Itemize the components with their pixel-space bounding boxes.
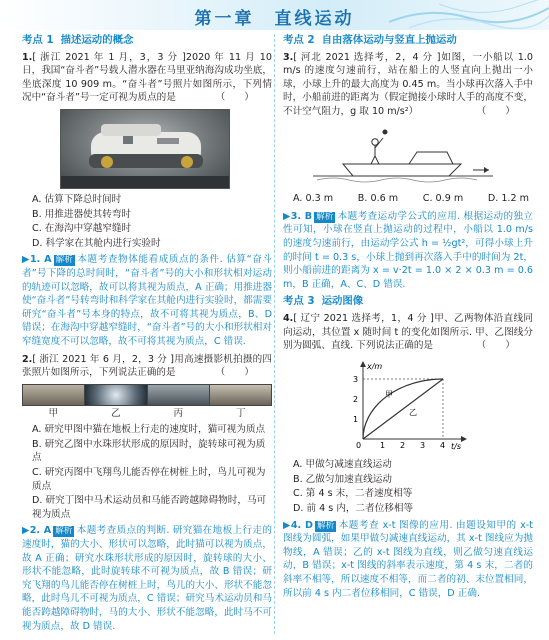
- question-source: [ 河北 2021 选择考，2，4 分 ]: [293, 51, 441, 63]
- section-heading-1: 考点 1 描述运动的概念: [22, 34, 134, 46]
- photo-label: 乙: [110, 407, 121, 419]
- q3-options: [293, 192, 529, 206]
- question-stem: 用高速摄影机拍摄的四张照片如图所示，下列说法正确的是: [22, 353, 273, 379]
- q1-options: [22, 193, 272, 250]
- answer-marker-icon: ▶: [283, 519, 291, 531]
- photo-label: 甲: [48, 407, 59, 419]
- answer-text: 本题考查质点的判断. 研究猫在地板上行走的速度时，猫的大小、形状可以忽略，此时猫可以视为质点，故 A 正确；研究水珠形状形成的原因时，旋转球的大小、形状不能忽略，此时旋转球不可视为质点，故 B 错误；研究飞翔的鸟儿能否停在树桩上时，鸟儿的大小、形状不能忽略，此时鸟儿不可视为质点，C 错误；研究马术运动员和马能否跨越障碍物时，马的大小、形状不能忽略，此时马不可视为质点，故 D 错误.: [22, 525, 272, 632]
- right-column: [283, 32, 533, 604]
- option-d: D. 前 4 s 内，二者位移相等: [293, 503, 414, 515]
- photo-labels: [22, 407, 272, 421]
- photo-cat: [23, 385, 85, 405]
- answer-key: 3. B: [290, 210, 313, 222]
- option-a: A. 甲做匀减速直线运动: [293, 459, 392, 471]
- y-tick: 3: [353, 374, 359, 384]
- x-axis-label: t/s: [451, 441, 461, 451]
- left-column: [22, 32, 272, 637]
- question-number: 2.: [22, 353, 33, 365]
- y-tick: 2: [353, 394, 359, 404]
- q2-options: [22, 423, 272, 521]
- question-2: [22, 353, 272, 380]
- chapter-title: 第一章 直线运动: [194, 9, 355, 29]
- photo-horse: [210, 385, 271, 405]
- answer-blank: （ ）: [476, 340, 515, 352]
- question-source: [ 辽宁 2021 选择考，1，4 分 ]: [293, 312, 434, 324]
- x-tick: 3: [420, 440, 426, 450]
- option-b: B. 乙做匀加速直线运动: [293, 473, 393, 485]
- answer-key: 2. A: [29, 525, 52, 537]
- x-tick: 1: [380, 440, 386, 450]
- answer-blank: （ ）: [476, 105, 515, 117]
- answer-2: [22, 524, 272, 633]
- question-1: [22, 51, 272, 105]
- question-4: [283, 312, 533, 353]
- answer-text: 本题考查运动学公式的应用. 根据运动的独立性可知，小球在竖直上抛运动的过程中，小船以 1.0 m/s 的速度匀速前行，由运动学公式 h = ½gt²，可得小球上升的时间 t = 0.3 s，小球上抛到再次落入手中的时间为 2t，则小船前进的距离为 x = v·2t = 1.0 × 2 × 0.3 m = 0.6 m，B 正确，A、C、D 错误.: [283, 210, 533, 290]
- question-source: [ 浙江 2021 年 1 月，3，3 分 ]: [32, 51, 186, 63]
- section-heading-3: 考点 3 运动图像: [283, 295, 364, 308]
- analysis-tag: 解析: [55, 255, 73, 266]
- photo-label: 丙: [173, 407, 184, 419]
- option-a: A. 研究甲图中猫在地板上行走的速度时，猫可视为质点: [32, 424, 266, 436]
- option-a: A. 0.3 m: [293, 193, 334, 205]
- option-b: B. 用推进器使其转弯时: [32, 208, 132, 220]
- question-3: [283, 51, 533, 119]
- question-stem: 如图，一小船以 1.0 m/s 的速度匀速前行，站在船上的人竖直向上抛出一小球，小球上升的最大高度为 0.45 m。当小球再次落入手中时，小船前进的距离为（假定抛接小球时人手的高度不变，不计空气阻力，g 取 10 m/s²）: [283, 51, 533, 117]
- option-c: C. 研究丙图中飞翔鸟儿能否停在树桩上时，鸟儿可视为质点: [32, 467, 266, 492]
- question-number: 4.: [283, 312, 294, 324]
- question-number: 3.: [283, 51, 294, 63]
- option-d: D. 1.2 m: [487, 193, 529, 205]
- question-number: 1.: [22, 51, 33, 63]
- answer-marker-icon: ▶: [283, 210, 291, 222]
- y-tick: 1: [353, 414, 359, 424]
- y-axis-label: x/m: [367, 361, 383, 371]
- submersible-photo: [60, 109, 230, 189]
- x-tick: 0: [356, 440, 362, 450]
- x-tick: 2: [400, 440, 406, 450]
- option-b: B. 0.6 m: [357, 193, 399, 205]
- question-stem: 甲、乙两物体沿直线同向运动，其位置 x 随时间 t 的变化如图所示. 甲、乙图线分别为圆弧、直线. 下列说法正确的是: [283, 312, 534, 352]
- answer-marker-icon: ▶: [22, 254, 30, 266]
- option-c: C. 第 4 s 末，二者速度相等: [293, 488, 413, 500]
- column-divider: [274, 34, 275, 634]
- answer-4: [283, 519, 533, 601]
- option-b: B. 研究乙图中水珠形状形成的原因时，旋转球可视为质点: [32, 438, 266, 464]
- option-c: C. 在海沟中穿越窄缝时: [32, 223, 132, 235]
- answer-blank: （ ）: [215, 92, 254, 104]
- answer-3: [283, 210, 533, 292]
- x-tick: 4: [440, 440, 446, 450]
- photo-bird: [148, 385, 210, 405]
- four-photo-strip: [22, 384, 272, 406]
- option-a: A. 估算下降总时间时: [32, 193, 122, 205]
- question-stem: 2020 年 11 月 10 日，我国“奋斗者”号载人潜水器在马里亚纳海沟成功坐底，坐底深度 10 909 m。“奋斗者”号照片如图所示，下列情况中“奋斗者”号一定可视为质点的是: [22, 51, 272, 104]
- question-source: [ 浙江 2021 年 6 月，2，3 分 ]: [32, 353, 175, 365]
- answer-key: 4. D: [290, 519, 313, 531]
- photo-label: 丁: [235, 407, 246, 419]
- option-d: D. 研究丁图中马术运动员和马能否跨越障碍物时，马可视为质点: [32, 495, 267, 520]
- section-heading-2: 考点 2 自由落体运动与竖直上抛运动: [283, 34, 457, 46]
- analysis-tag: 解析: [317, 520, 335, 531]
- answer-text: 本题考查 x-t 图像的应用. 由题设知甲的 x-t 图线为圆弧，如果甲做匀减速直线运动，其 x-t 图线应为抛物线，A 错误；乙的 x-t 图线为直线，则乙做匀速直线运动，B 错误；x-t 图线的斜率表示速度，第 4 s 末，二者的斜率不相等，所以速度不相等，而二者的初、末位置相同，所以前 4 s 内二者位移相同，C 错误，D 正确.: [283, 519, 533, 599]
- option-d: D. 科学家在其舱内进行实验时: [32, 237, 161, 249]
- submersible-illustration: [61, 110, 230, 189]
- boat-figure: [313, 126, 493, 184]
- option-c: C. 0.9 m: [422, 193, 464, 205]
- xt-graph: [341, 359, 471, 451]
- curve-label: 乙: [409, 407, 417, 417]
- answer-text: 本题考查物体能看成质点的条件. 估算“奋斗者”号下降的总时间时，“奋斗者”号的大小和形状相对运动的轨迹可以忽略，故可以将其视为质点，A 正确；用推进器使“奋斗者”号转弯时和科学家在其舱内进行实验时，都需要研究“奋斗者”号本身的特点，故不可将其视为质点，B、D 错误；在海沟中穿越窄缝时，“奋斗者”号的大小和形状相对窄缝宽度不可以忽略，故不可将其视为质点，C 错误.: [22, 254, 272, 347]
- answer-marker-icon: ▶: [22, 525, 30, 537]
- answer-1: [22, 253, 272, 348]
- curve-label: 甲: [385, 389, 393, 399]
- analysis-tag: 解析: [316, 211, 334, 222]
- analysis-tag: 解析: [55, 526, 73, 537]
- q4-options: [283, 458, 533, 515]
- answer-key: 1. A: [29, 254, 52, 266]
- line-yi: [363, 379, 443, 439]
- answer-blank: （ ）: [215, 367, 254, 379]
- photo-water-ball: [85, 385, 147, 405]
